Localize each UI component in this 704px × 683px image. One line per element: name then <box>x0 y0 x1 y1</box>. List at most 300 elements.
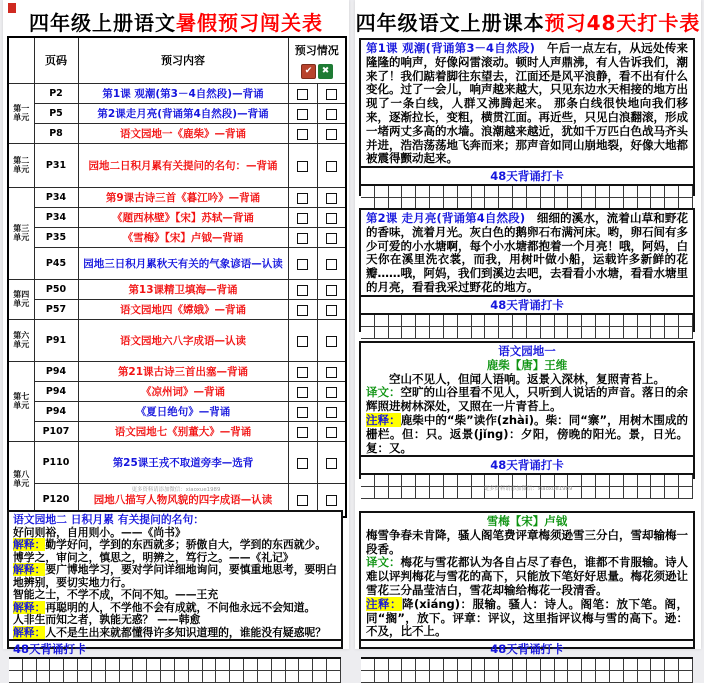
table-row <box>8 143 346 187</box>
day-cell[interactable] <box>582 659 596 671</box>
day-cell[interactable] <box>375 659 389 671</box>
page-number: P57 <box>34 299 78 319</box>
day-cell[interactable] <box>458 671 472 683</box>
not-done-checkbox[interactable] <box>326 89 337 100</box>
day-cell[interactable] <box>527 671 541 683</box>
day-cell[interactable] <box>610 186 624 198</box>
day-cell[interactable] <box>327 671 341 683</box>
day-cell[interactable] <box>665 671 679 683</box>
day-cell[interactable] <box>638 659 652 671</box>
day-cell[interactable] <box>651 186 665 198</box>
day-cell[interactable] <box>568 315 582 327</box>
not-done-checkbox[interactable] <box>326 233 337 244</box>
preview-content: 《夏日绝句》—背诵 <box>78 401 288 421</box>
preview-content: 语文园地一《鹿柴》—背诵 <box>78 123 288 143</box>
day-cell[interactable] <box>37 659 51 671</box>
day-cell[interactable] <box>375 186 389 198</box>
day-cell[interactable] <box>499 186 513 198</box>
done-checkbox[interactable] <box>297 259 308 270</box>
day-cell[interactable] <box>9 659 23 671</box>
unit-cell: 第三 单元 <box>8 187 34 279</box>
preview-content: 第9课古诗三首《暮江吟》—背诵 <box>78 187 288 207</box>
day-cell[interactable] <box>216 671 230 683</box>
day-cell[interactable] <box>64 671 78 683</box>
explain-line: 解释：要广博地学习，要对学问详细地询问，要慎重地思考，要明白地辨别，要切实地力行。 <box>13 563 337 589</box>
unit-cell: 第八 单元 <box>8 441 34 517</box>
day-cell[interactable] <box>216 659 230 671</box>
title-black-part: 四年级上册语文 <box>29 11 176 35</box>
day-cell[interactable] <box>527 315 541 327</box>
done-checkbox[interactable] <box>297 109 308 120</box>
right-page-title <box>355 7 701 36</box>
day-cell[interactable] <box>651 327 665 339</box>
day-cell[interactable] <box>555 327 569 339</box>
done-checkbox[interactable] <box>297 387 308 398</box>
day-cell[interactable] <box>286 659 300 671</box>
day-cell[interactable] <box>9 671 23 683</box>
day-cell[interactable] <box>23 671 37 683</box>
day-cell[interactable] <box>679 659 693 671</box>
day-cell[interactable] <box>161 659 175 671</box>
done-checkbox[interactable] <box>297 427 308 438</box>
day-cell[interactable] <box>596 327 610 339</box>
page-left <box>3 0 349 657</box>
day-cell[interactable] <box>416 327 430 339</box>
done-checkbox[interactable] <box>297 495 308 506</box>
page-number: P8 <box>34 123 78 143</box>
xuemei-poem-title: 雪梅【宋】卢钺 <box>486 514 568 528</box>
zhushi-label: 注释： <box>366 412 401 427</box>
not-done-checkbox[interactable] <box>326 427 337 438</box>
done-checkbox[interactable] <box>297 458 308 469</box>
day-cell[interactable] <box>361 659 375 671</box>
day-cell[interactable] <box>313 671 327 683</box>
day-cell[interactable] <box>568 327 582 339</box>
page-number: P94 <box>34 401 78 421</box>
not-done-checkbox[interactable] <box>326 495 337 506</box>
day-cell[interactable] <box>430 327 444 339</box>
day-cell[interactable] <box>361 186 375 198</box>
day-cell[interactable] <box>389 327 403 339</box>
watermark-text: 更多资料请添加微信：xiaoxue1989 <box>483 485 573 492</box>
done-checkbox[interactable] <box>297 161 308 172</box>
unit-header-cell <box>8 37 34 83</box>
day-cell[interactable] <box>244 671 258 683</box>
page-column-header: 页码 <box>34 37 78 83</box>
xuemei-poem: 梅雪争春未肯降，骚人阁笔费评章梅须逊雪三分白，雪却输梅一段香。 <box>366 527 688 556</box>
day-cell[interactable] <box>189 671 203 683</box>
day-cell[interactable] <box>638 186 652 198</box>
table-row <box>8 441 346 483</box>
day-cell[interactable] <box>230 659 244 671</box>
day-cell[interactable] <box>92 671 106 683</box>
xuemei-translation: 译文：梅花与雪花都认为各自占尽了春色，谁都不肯服输。诗人难以评判梅花与雪花的高下，只能放下笔好好思量。梅花须逊让雪花三分晶莹洁白，雪花却输给梅花一段清香。 <box>366 555 688 597</box>
day-cell[interactable] <box>402 671 416 683</box>
table-row <box>8 381 346 401</box>
day-cell[interactable] <box>472 671 486 683</box>
quote-line: 人非生而知之者，孰能无惑？ ——韩愈 <box>13 613 201 627</box>
day-cell[interactable] <box>375 327 389 339</box>
page-number: P94 <box>34 361 78 381</box>
day-cell[interactable] <box>610 659 624 671</box>
day-cell[interactable] <box>189 659 203 671</box>
unit-cell: 第六 单元 <box>8 319 34 361</box>
day-cell[interactable] <box>175 659 189 671</box>
done-checkbox[interactable] <box>297 367 308 378</box>
day-cell[interactable] <box>541 186 555 198</box>
day-cell[interactable] <box>651 659 665 671</box>
day-cell[interactable] <box>499 315 513 327</box>
day-cell[interactable] <box>92 659 106 671</box>
table-row <box>8 227 346 247</box>
day-cell[interactable] <box>596 671 610 683</box>
lesson2-block <box>359 208 695 332</box>
garden1-notes: 注释：鹿柴中的“柴”读作(zhài)。柴：同“寨”，用树木围成的栅栏。但：只。返景(jǐng)：夕阳，傍晚的阳光。景，日光。复：又。 <box>366 412 689 455</box>
day-cell[interactable] <box>272 659 286 671</box>
unit-cell: 第一 单元 <box>8 83 34 143</box>
day-cell[interactable] <box>258 671 272 683</box>
day-cell[interactable] <box>272 671 286 683</box>
day-cell[interactable] <box>499 327 513 339</box>
lesson1-text: 午后一点左右，从远处传来隆隆的响声，好像闷雷滚动。顿时人声鼎沸，有人告诉我们，潮来了！我们踮着脚往东望去，江面还是风平浪静，看不出有什么变化。过了一会儿，响声越来越大，只见东边水天相接的地方出现了一条白线，人群又沸腾起来。 那条白线很快地向我们移来，逐渐拉长，变粗，横贯江面。再近些，只见白浪翻滚，形成一堵两丈多高的水墙。浪潮越来越近，犹如千万匹白色战马齐头并进，浩浩荡荡地飞奔而来；那声音如同山崩地裂，好像大地都被震得颤动起来。 <box>366 41 689 166</box>
day-cell[interactable] <box>258 659 272 671</box>
preview-checklist-table <box>7 36 347 518</box>
unit-cell: 第四 单元 <box>8 279 34 319</box>
day-cell[interactable] <box>106 671 120 683</box>
day-cell[interactable] <box>485 327 499 339</box>
day-cell[interactable] <box>458 327 472 339</box>
day-cell[interactable] <box>582 327 596 339</box>
preview-content: 语文园地七《别董大》—背诵 <box>78 421 288 441</box>
page-right <box>355 0 701 657</box>
day-cell[interactable] <box>444 327 458 339</box>
day-cell[interactable] <box>596 315 610 327</box>
day-cell[interactable] <box>610 315 624 327</box>
page-number: P107 <box>34 421 78 441</box>
table-row <box>8 123 346 143</box>
day-cell[interactable] <box>416 659 430 671</box>
explain-line: 解释：再聪明的人，不学他不会有成就，不问他永远不会知道。 <box>13 600 316 614</box>
done-checkbox[interactable] <box>297 129 308 140</box>
day-cell[interactable] <box>527 186 541 198</box>
unit-cell: 第七 单元 <box>8 361 34 441</box>
day-cell[interactable] <box>361 327 375 339</box>
day-cell[interactable] <box>175 671 189 683</box>
day-cell[interactable] <box>444 315 458 327</box>
done-checkbox[interactable] <box>297 89 308 100</box>
day-cell[interactable] <box>161 671 175 683</box>
day-cell[interactable] <box>624 186 638 198</box>
day-cell[interactable] <box>120 659 134 671</box>
day-cell[interactable] <box>375 671 389 683</box>
day-cell[interactable] <box>582 315 596 327</box>
day-cell[interactable] <box>430 659 444 671</box>
page-number: P5 <box>34 103 78 123</box>
day-cell[interactable] <box>244 659 258 671</box>
page-number: P91 <box>34 319 78 361</box>
done-checkbox[interactable] <box>297 305 308 316</box>
content-column-header: 预习内容 <box>78 37 288 83</box>
day-cell[interactable] <box>416 186 430 198</box>
day-cell[interactable] <box>499 671 513 683</box>
day-cell[interactable] <box>458 186 472 198</box>
not-done-checkbox[interactable] <box>326 367 337 378</box>
day-cell[interactable] <box>638 327 652 339</box>
not-done-checkbox[interactable] <box>326 336 337 347</box>
day-cell[interactable] <box>106 659 120 671</box>
not-done-checkbox[interactable] <box>326 458 337 469</box>
day-cell[interactable] <box>541 315 555 327</box>
preview-content: 园地二日积月累有关提问的名句：—背诵 <box>78 143 288 187</box>
explain-label: 解释： <box>13 625 46 639</box>
quote-line: 好问则裕，自用则小。——《尚书》 <box>13 525 186 539</box>
day-cell[interactable] <box>458 315 472 327</box>
garden1-translation: 译文：空旷的山谷里看不见人，只听到人说话的声音。落日的余辉照进树林深处，又照在一片青苔上。 <box>366 385 688 414</box>
preview-content: 第21课古诗三首出塞—背诵 <box>78 361 288 381</box>
zhushi-label: 注释： <box>366 596 402 611</box>
preview-content: 第25课王戎不取道旁李—选背 <box>78 441 288 483</box>
day-cell[interactable] <box>430 315 444 327</box>
day-cell[interactable] <box>679 327 693 339</box>
preview-content: 园地八描写人物风貌的四字成语—认读 <box>78 483 288 517</box>
day-cell[interactable] <box>286 671 300 683</box>
day-cell[interactable] <box>624 315 638 327</box>
day-cell[interactable] <box>665 327 679 339</box>
day-cell[interactable] <box>472 315 486 327</box>
done-checkbox[interactable] <box>297 233 308 244</box>
done-checkbox[interactable] <box>297 407 308 418</box>
day-cell[interactable] <box>665 659 679 671</box>
day-cell[interactable] <box>527 327 541 339</box>
day-cell[interactable] <box>361 671 375 683</box>
day-cell[interactable] <box>444 659 458 671</box>
preview-content: 园地三日积月累秋天有关的气象谚语—认读 <box>78 247 288 279</box>
preview-content: 《雪梅》【宋】卢钺—背诵 <box>78 227 288 247</box>
day-cell[interactable] <box>472 186 486 198</box>
page-number: P34 <box>34 207 78 227</box>
table-row <box>8 279 346 299</box>
lesson1-heading: 第1课 观潮(背诵第3－4自然段) <box>366 41 535 55</box>
page-number: P120 <box>34 483 78 517</box>
punch-card-label: 48天背诵打卡 <box>9 639 341 659</box>
day-cell[interactable] <box>513 671 527 683</box>
day-cell[interactable] <box>64 659 78 671</box>
not-done-checkbox[interactable] <box>326 387 337 398</box>
yiwen-label: 译文： <box>366 555 401 570</box>
day-cell[interactable] <box>23 659 37 671</box>
table-row <box>8 421 346 441</box>
explain-label: 解释： <box>13 538 46 552</box>
day-cell[interactable] <box>203 671 217 683</box>
day-cell[interactable] <box>638 671 652 683</box>
quote-line: 博学之，审问之，慎思之，明辨之，笃行之。——《礼记》 <box>13 550 294 564</box>
day-cell[interactable] <box>147 659 161 671</box>
punch-card-label: 48天背诵打卡 <box>361 455 693 475</box>
day-cell[interactable] <box>665 186 679 198</box>
day-cell[interactable] <box>568 671 582 683</box>
status-column-header: 预习情况 <box>288 37 346 61</box>
lesson1-block <box>359 38 695 196</box>
day-cell[interactable] <box>472 327 486 339</box>
page-number: P94 <box>34 381 78 401</box>
day-cell[interactable] <box>203 659 217 671</box>
page-number: P31 <box>34 143 78 187</box>
not-done-checkbox[interactable] <box>326 305 337 316</box>
day-cell[interactable] <box>596 659 610 671</box>
day-cell[interactable] <box>541 659 555 671</box>
table-row <box>8 83 346 103</box>
day-cell[interactable] <box>50 659 64 671</box>
punch-day-grid <box>361 659 693 683</box>
day-cell[interactable] <box>651 315 665 327</box>
day-cell[interactable] <box>541 327 555 339</box>
day-cell[interactable] <box>50 671 64 683</box>
preview-content: 《凉州词》—背诵 <box>78 381 288 401</box>
day-cell[interactable] <box>327 659 341 671</box>
garden1-title: 语文园地一 <box>498 344 556 358</box>
day-cell[interactable] <box>513 327 527 339</box>
not-done-checkbox[interactable] <box>326 407 337 418</box>
day-cell[interactable] <box>679 186 693 198</box>
day-cell[interactable] <box>299 659 313 671</box>
day-cell[interactable] <box>499 659 513 671</box>
day-cell[interactable] <box>679 671 693 683</box>
day-cell[interactable] <box>389 186 403 198</box>
table-header-row <box>8 37 346 61</box>
day-cell[interactable] <box>624 327 638 339</box>
done-checkbox[interactable] <box>297 285 308 296</box>
day-cell[interactable] <box>389 315 403 327</box>
not-done-checkbox[interactable] <box>326 193 337 204</box>
day-cell[interactable] <box>120 671 134 683</box>
day-cell[interactable] <box>299 671 313 683</box>
day-cell[interactable] <box>430 671 444 683</box>
done-checkbox[interactable] <box>297 193 308 204</box>
day-cell[interactable] <box>416 315 430 327</box>
day-cell[interactable] <box>513 186 527 198</box>
day-cell[interactable] <box>416 671 430 683</box>
preview-content: 第1课 观潮(第3－4自然段)—背诵 <box>78 83 288 103</box>
yiwen-label: 译文： <box>366 385 401 400</box>
day-cell[interactable] <box>133 671 147 683</box>
day-cell[interactable] <box>555 315 569 327</box>
day-cell[interactable] <box>485 659 499 671</box>
day-cell[interactable] <box>430 186 444 198</box>
day-cell[interactable] <box>582 186 596 198</box>
table-row <box>8 103 346 123</box>
day-cell[interactable] <box>375 315 389 327</box>
explain-line: 解释：人不是生出来就都懂得许多知识道理的，谁能没有疑惑呢？ <box>13 625 327 639</box>
day-cell[interactable] <box>527 659 541 671</box>
done-checkbox[interactable] <box>297 336 308 347</box>
day-cell[interactable] <box>610 327 624 339</box>
day-cell[interactable] <box>147 671 161 683</box>
not-done-checkbox[interactable] <box>326 109 337 120</box>
cross-icon: ✖ <box>318 64 333 79</box>
day-cell[interactable] <box>444 186 458 198</box>
day-cell[interactable] <box>389 671 403 683</box>
page-number: P45 <box>34 247 78 279</box>
day-cell[interactable] <box>402 315 416 327</box>
not-done-checkbox[interactable] <box>326 129 337 140</box>
title-red-part: 暑假预习闯关表 <box>176 11 323 35</box>
day-cell[interactable] <box>679 315 693 327</box>
explain-label: 解释： <box>13 600 46 614</box>
day-cell[interactable] <box>513 659 527 671</box>
day-cell[interactable] <box>472 659 486 671</box>
punch-day-grid <box>361 315 693 339</box>
day-cell[interactable] <box>485 315 499 327</box>
lesson2-text: 细细的溪水，流着山草和野花的香味，流着月光。灰白色的鹅卵石布满河床。哟，卵石间有多少可爱的小水塘啊，每个小水塘都抱着一个月亮！哦，阿妈，白天你在溪里洗衣裳，而我，用树叶做小船，运载许多新鲜的花瓣……哦，阿妈，我们到溪边去吧，去看看小水塘，看看水塘里的月亮，看看我采过野花的地方。 <box>366 211 689 294</box>
day-cell[interactable] <box>624 671 638 683</box>
check-icon: ✔ <box>301 64 316 79</box>
preview-content: 语文园地四《嫦娥》—背诵 <box>78 299 288 319</box>
day-cell[interactable] <box>485 671 499 683</box>
day-cell[interactable] <box>541 671 555 683</box>
day-cell[interactable] <box>555 659 569 671</box>
day-cell[interactable] <box>458 659 472 671</box>
day-cell[interactable] <box>230 671 244 683</box>
day-cell[interactable] <box>402 327 416 339</box>
table-row <box>8 401 346 421</box>
punch-day-grid <box>9 659 341 683</box>
xuemei-block <box>359 511 695 657</box>
day-cell[interactable] <box>37 671 51 683</box>
not-done-checkbox[interactable] <box>326 285 337 296</box>
day-cell[interactable] <box>568 659 582 671</box>
day-cell[interactable] <box>389 659 403 671</box>
table-row <box>8 361 346 381</box>
day-cell[interactable] <box>555 186 569 198</box>
day-cell[interactable] <box>402 659 416 671</box>
xuemei-notes: 注释：降(xiáng)：服输。骚人：诗人。阁笔：放下笔。阁，同“搁”，放下。评章：评议，这里指评议梅与雪的高下。逊：不及，比不上。 <box>366 596 688 639</box>
page-number: P35 <box>34 227 78 247</box>
day-cell[interactable] <box>596 186 610 198</box>
punch-card-label: 48天背诵打卡 <box>361 166 693 186</box>
table-row <box>8 247 346 279</box>
day-cell[interactable] <box>485 186 499 198</box>
day-cell[interactable] <box>651 671 665 683</box>
day-cell[interactable] <box>513 315 527 327</box>
day-cell[interactable] <box>361 315 375 327</box>
not-done-checkbox[interactable] <box>326 161 337 172</box>
watermark-text: 更多资料请添加微信：xiaoxue1989 <box>131 486 221 493</box>
day-cell[interactable] <box>638 315 652 327</box>
not-done-checkbox[interactable] <box>326 213 337 224</box>
day-cell[interactable] <box>610 671 624 683</box>
day-cell[interactable] <box>624 659 638 671</box>
day-cell[interactable] <box>665 315 679 327</box>
garden1-block <box>359 341 695 479</box>
day-cell[interactable] <box>133 659 147 671</box>
day-cell[interactable] <box>78 659 92 671</box>
garden1-poem: 空山不见人，但闻人语响。返景入深林，复照青苔上。 <box>389 371 665 386</box>
day-cell[interactable] <box>555 671 569 683</box>
not-done-checkbox[interactable] <box>326 259 337 270</box>
day-cell[interactable] <box>444 671 458 683</box>
done-checkbox[interactable] <box>297 213 308 224</box>
day-cell[interactable] <box>568 186 582 198</box>
quote-line: 智能之士，不学不成，不问不知。——王充 <box>13 588 219 602</box>
preview-content: 语文园地六八字成语—认读 <box>78 319 288 361</box>
page-number: P34 <box>34 187 78 207</box>
day-cell[interactable] <box>78 671 92 683</box>
day-cell[interactable] <box>582 671 596 683</box>
preview-content: 第13课精卫填海—背诵 <box>78 279 288 299</box>
day-cell[interactable] <box>313 659 327 671</box>
garden2-title: 语文园地二 日积月累 有关提问的名句： <box>13 513 205 526</box>
day-cell[interactable] <box>402 186 416 198</box>
